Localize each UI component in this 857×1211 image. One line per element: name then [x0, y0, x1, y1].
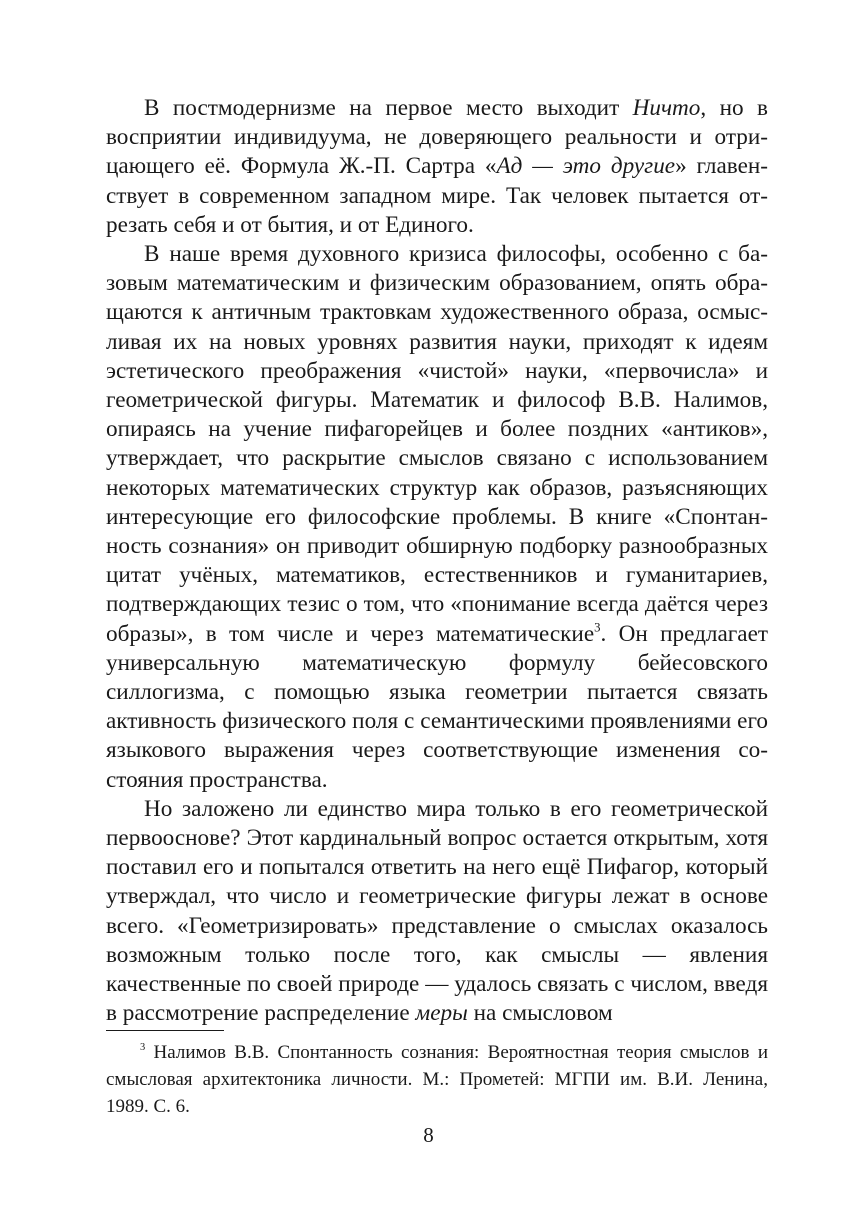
footnote	[106, 1039, 768, 1120]
footnote-divider	[106, 1030, 224, 1031]
footnote-marker: 3	[140, 1042, 146, 1054]
italic-quote: Ад — это другие	[496, 153, 676, 180]
paragraph-3	[106, 795, 768, 1029]
text-run: В постмодернизме на первое место выходит	[144, 95, 633, 121]
page-number: 8	[423, 1123, 434, 1147]
text-run: , но в восприятии индивидуума, не доверяющего реальности и отрицающего её. Формула Ж.-П. Сартра «	[106, 95, 768, 180]
footnote-text: Налимов В.В. Спонтанность сознания: Вероятностная теория смыслов и смысловая архитектоника личности. М.: Прометей: МГПИ им. В.И. Ленина, 1989. С. 6.	[106, 1042, 768, 1117]
text-run: . Он предлагает универсальную математическую формулу бейесовского силлогизма, с помощью языка геометрии пытается связать активность физического поля с семантическими проявлениями его языкового выражения через соответствующие изменения состояния пространства.	[106, 620, 769, 793]
text-run: В наше время духовного кризиса философы, особенно с базовым математическим и физическим образованием, опять обращаются к античным трактовкам художественного образа, осмысливая их на новых уровнях развития науки, приходят к идеям эстетического преображения «чистой» науки, «первочисла» и геометрической фигуры. Математик и философ В.В. Налимов, опираясь на учение пифагорейцев и более поздних «антиков», утверждает, что раскрытие смыслов связано с использованием некоторых математических структур как образов, разъясняющих интересующие его философские проблемы. В книге «Спонтанность сознания» он приводит обширную подборку разнообразных цитат учёных, математиков, естественников и гуманитариев, подтверждающих тезис о том, что «понимание всегда даётся через образы», в том числе и через математические	[106, 241, 768, 647]
text-run: » главенствует в современном западном мире. Так человек пытается отрезать себя и от бытия, и от Единого.	[106, 153, 768, 238]
text-run: Но заложено ли единство мира только в его геометрической первооснове? Этот кардинальный вопрос остается открытым, хотя поставил его и попытался ответить на него ещё Пифагор, который утверждал, что число и геометрические фигуры лежат в основе всего. «Геометризировать» представление о смыслах оказалось возможным только после того, как смыслы — явления качественные по своей природе — удалось связать с числом, введя в рассмотрение распределение	[106, 795, 768, 1027]
paragraph-1	[106, 94, 768, 240]
italic-term: меры	[415, 1000, 468, 1027]
text-run: на смысловом	[467, 1000, 613, 1027]
footnote-reference: 3	[594, 620, 601, 635]
paragraph-2	[106, 240, 768, 795]
footnote-entry	[106, 1039, 768, 1120]
body-text	[106, 94, 768, 1029]
italic-term: Ничто	[632, 95, 701, 121]
